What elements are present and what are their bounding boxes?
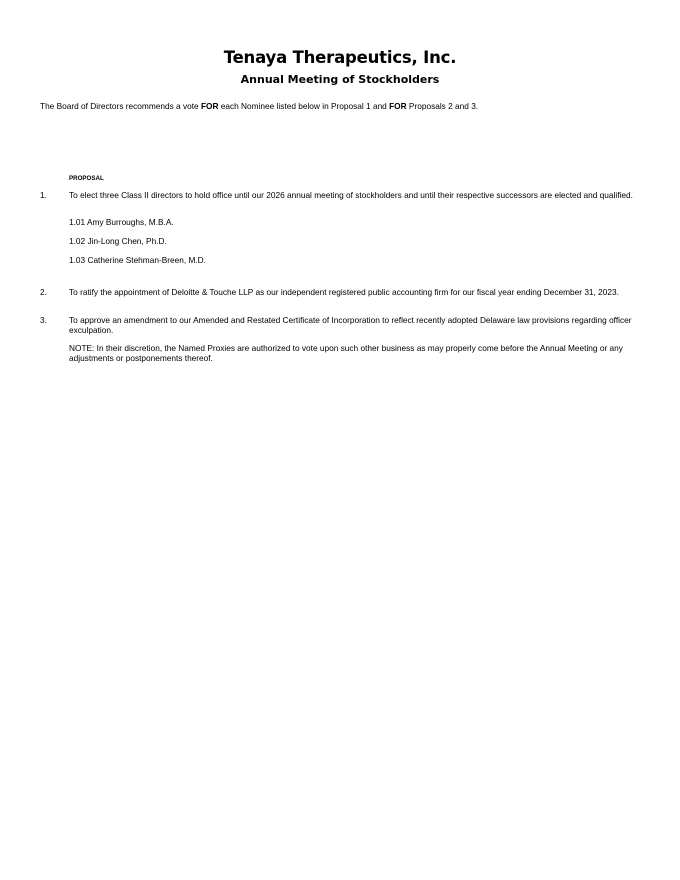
- board-recommendation: [40, 101, 650, 112]
- meeting-title: Annual Meeting of Stockholders: [240, 73, 440, 86]
- recommendation-text-1: The Board of Directors recommends a vote: [40, 101, 201, 111]
- company-name: Tenaya Therapeutics, Inc.: [223, 48, 457, 67]
- nominee-item: 1.02 Jin-Long Chen, Ph.D.: [69, 236, 167, 246]
- proposal-text: To approve an amendment to our Amended and Restated Certificate of Incorporation to reflect recently adopted Delaware law provisions regarding officer exculpation.: [69, 315, 632, 335]
- recommendation-for-1: FOR: [200, 101, 219, 111]
- recommendation-text-3: Proposals 2 and 3.: [406, 101, 479, 111]
- proposal-heading: PROPOSAL: [69, 175, 104, 182]
- nominee-item: 1.03 Catherine Stehman-Breen, M.D.: [69, 255, 206, 265]
- recommendation-for-2: FOR: [389, 101, 407, 111]
- proposal-text: To elect three Class II directors to hold office until our 2026 annual meeting of stockholders and until their respective successors are elected and qualified.: [69, 190, 633, 200]
- proposal-number: 2.: [40, 287, 47, 297]
- proposal-text: To ratify the appointment of Deloitte & Touche LLP as our independent registered public accounting firm for our fiscal year ending December 31, 2023.: [69, 287, 619, 297]
- proposal-number: 1.: [40, 190, 47, 200]
- proposal-number: 3.: [40, 315, 47, 325]
- proxy-note: NOTE: In their discretion, the Named Proxies are authorized to vote upon such other business as may properly come before the Annual Meeting or any adjustments or postponements thereof.: [69, 343, 623, 363]
- nominee-item: 1.01 Amy Burroughs, M.B.A.: [69, 217, 174, 227]
- document-header: [0, 48, 680, 87]
- recommendation-text-2: each Nominee listed below in Proposal 1 and: [218, 101, 390, 111]
